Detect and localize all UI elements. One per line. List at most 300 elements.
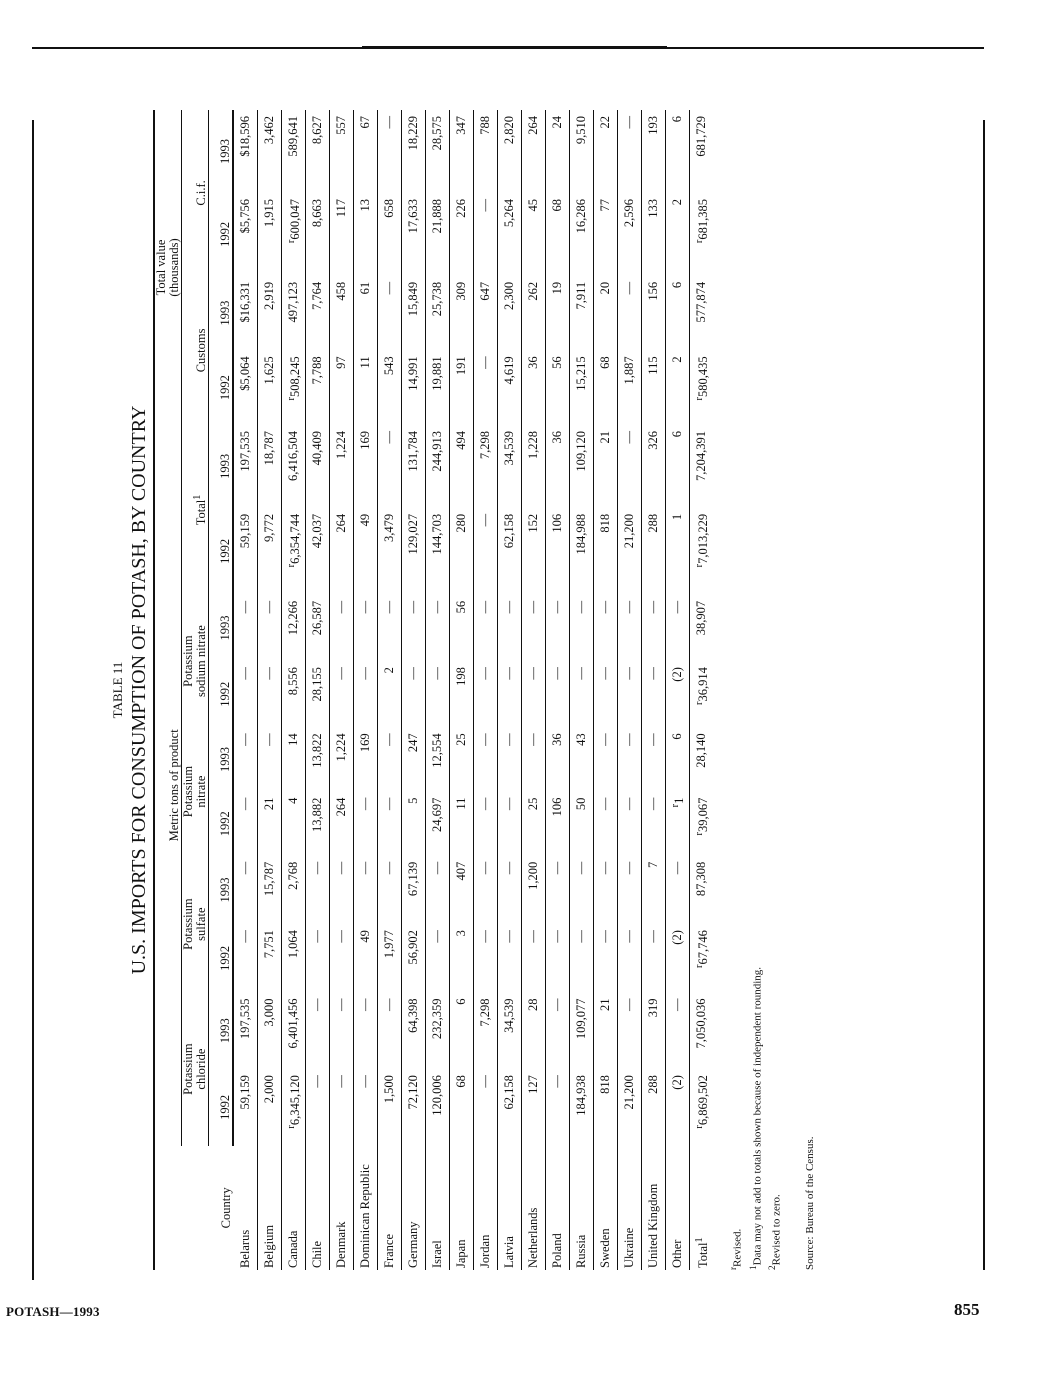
total-value-cell: 38,907 xyxy=(690,595,714,661)
value-cell: 1,228 xyxy=(522,425,546,508)
total-value-cell: $^r$681,385 xyxy=(690,193,714,276)
table-body xyxy=(233,110,713,1270)
total-value-cell: 7,204,391 xyxy=(690,425,714,508)
value-cell: 68 xyxy=(546,193,570,276)
value-cell: 1,200 xyxy=(522,856,546,924)
country-cell: Sweden xyxy=(594,1146,618,1270)
value-cell: 67 xyxy=(354,110,378,193)
value-cell: 326 xyxy=(642,425,666,508)
total-label: Total$^1$ xyxy=(690,1146,714,1270)
value-cell: 6 xyxy=(666,110,690,193)
value-cell: 133 xyxy=(642,193,666,276)
value-cell: 15,215 xyxy=(570,350,594,425)
value-cell: 97 xyxy=(330,350,354,425)
value-cell: $^r$6,345,120 xyxy=(282,1069,306,1146)
country-cell: Dominican Republic xyxy=(354,1146,378,1270)
country-cell: Canada xyxy=(282,1146,306,1270)
value-cell: — xyxy=(378,856,402,924)
sodium-nitrate-header-line1: Potassium xyxy=(181,635,195,687)
table-title: U.S. IMPORTS FOR CONSUMPTION OF POTASH, BY COUNTRY xyxy=(128,405,150,975)
total-value-cell: 577,874 xyxy=(690,276,714,351)
note-zero: $^2$Revised to zero. xyxy=(767,1194,783,1270)
value-cell: 19,881 xyxy=(426,350,450,425)
country-header: Country xyxy=(154,1146,233,1270)
value-cell: — xyxy=(618,425,642,508)
value-cell: — xyxy=(354,1069,378,1146)
left-rule xyxy=(32,120,34,1280)
value-cell: 4 xyxy=(282,792,306,856)
country-cell: Netherlands xyxy=(522,1146,546,1270)
value-cell: 16,286 xyxy=(570,193,594,276)
total-value-cell: 7,050,036 xyxy=(690,992,714,1069)
total-value-cell: $^r$7,013,229 xyxy=(690,508,714,595)
value-cell: 156 xyxy=(642,276,666,351)
value-cell: 68 xyxy=(594,350,618,425)
value-cell: — xyxy=(498,727,522,791)
value-cell: — xyxy=(402,661,426,727)
country-cell: Russia xyxy=(570,1146,594,1270)
value-cell: 589,641 xyxy=(282,110,306,193)
page-number: 855 xyxy=(954,1300,980,1319)
value-cell: — xyxy=(233,595,258,661)
value-cell: 20 xyxy=(594,276,618,351)
sulfate-header-line2: sulfate xyxy=(194,907,208,941)
year-header-1992: 1992 xyxy=(209,792,234,856)
value-cell: — xyxy=(618,992,642,1069)
value-cell: — xyxy=(618,856,642,924)
value-cell: 18,229 xyxy=(402,110,426,193)
value-cell: — xyxy=(522,924,546,992)
value-cell: 497,123 xyxy=(282,276,306,351)
value-cell: 1,625 xyxy=(258,350,282,425)
value-cell: 7,911 xyxy=(570,276,594,351)
value-cell: 62,158 xyxy=(498,508,522,595)
value-cell: 6,416,504 xyxy=(282,425,306,508)
right-rule xyxy=(983,120,985,1270)
value-cell: 59,159 xyxy=(233,1069,258,1146)
year-header-1993: 1993 xyxy=(209,425,234,508)
total-tons-header xyxy=(182,425,209,595)
value-cell: 13,822 xyxy=(306,727,330,791)
value-cell: 1,977 xyxy=(378,924,402,992)
value-cell: $^r$6,354,744 xyxy=(282,508,306,595)
value-cell: 169 xyxy=(354,425,378,508)
table-row xyxy=(258,110,282,1270)
value-cell: — xyxy=(426,924,450,992)
value-cell: 184,938 xyxy=(570,1069,594,1146)
value-cell: 5,264 xyxy=(498,193,522,276)
customs-header: Customs xyxy=(182,276,209,425)
value-cell: 56 xyxy=(450,595,474,661)
value-cell: — xyxy=(570,924,594,992)
value-cell: 2,000 xyxy=(258,1069,282,1146)
value-cell: 21,200 xyxy=(618,1069,642,1146)
value-cell: — xyxy=(498,595,522,661)
value-cell: — xyxy=(570,661,594,727)
value-cell: 247 xyxy=(402,727,426,791)
value-cell: $^r$508,245 xyxy=(282,350,306,425)
table-row xyxy=(522,110,546,1270)
value-cell: 14,991 xyxy=(402,350,426,425)
value-cell: — xyxy=(402,595,426,661)
value-cell: 8,556 xyxy=(282,661,306,727)
sodium-nitrate-header-line2: sodium nitrate xyxy=(194,625,208,698)
value-cell: 232,359 xyxy=(426,992,450,1069)
table-row xyxy=(378,110,402,1270)
top-rule-accent xyxy=(362,46,667,49)
total-value-cell: 28,140 xyxy=(690,727,714,791)
value-cell: 3,000 xyxy=(258,992,282,1069)
value-cell: 28,155 xyxy=(306,661,330,727)
value-cell: 120,006 xyxy=(426,1069,450,1146)
value-cell: — xyxy=(594,792,618,856)
value-cell: 26,587 xyxy=(306,595,330,661)
year-header-1993: 1993 xyxy=(209,727,234,791)
value-cell: — xyxy=(354,992,378,1069)
value-cell: 2,919 xyxy=(258,276,282,351)
value-cell: 21 xyxy=(258,792,282,856)
value-cell: 7,298 xyxy=(474,425,498,508)
total-tons-footnote-mark: 1 xyxy=(191,494,203,500)
table-source: Source: Bureau of the Census. xyxy=(803,1136,816,1270)
value-cell: 28,575 xyxy=(426,110,450,193)
value-cell: — xyxy=(474,727,498,791)
value-cell: — xyxy=(306,856,330,924)
table-row xyxy=(570,110,594,1270)
value-cell: — xyxy=(426,856,450,924)
sodium-nitrate-header xyxy=(182,595,209,728)
value-cell: 288 xyxy=(642,1069,666,1146)
value-cell: 25 xyxy=(522,792,546,856)
table-row xyxy=(474,110,498,1270)
value-cell: $^r$600,047 xyxy=(282,193,306,276)
value-cell: — xyxy=(666,595,690,661)
table-row xyxy=(618,110,642,1270)
value-cell: 6 xyxy=(666,276,690,351)
value-cell: — xyxy=(594,727,618,791)
country-cell: Denmark xyxy=(330,1146,354,1270)
value-cell: 6 xyxy=(450,992,474,1069)
value-cell: 3,462 xyxy=(258,110,282,193)
value-cell: — xyxy=(642,661,666,727)
value-cell: 18,787 xyxy=(258,425,282,508)
value-cell: 11 xyxy=(450,792,474,856)
table-row xyxy=(594,110,618,1270)
value-cell: — xyxy=(618,110,642,193)
value-cell: 9,772 xyxy=(258,508,282,595)
value-cell: 309 xyxy=(450,276,474,351)
value-cell: 56,902 xyxy=(402,924,426,992)
value-cell: 50 xyxy=(570,792,594,856)
value-cell: 21,200 xyxy=(618,508,642,595)
value-cell: — xyxy=(522,595,546,661)
value-cell: 15,849 xyxy=(402,276,426,351)
value-cell: 8,627 xyxy=(306,110,330,193)
value-cell: 21,888 xyxy=(426,193,450,276)
value-cell: 264 xyxy=(522,110,546,193)
value-cell: 36 xyxy=(522,350,546,425)
value-cell: 56 xyxy=(546,350,570,425)
value-cell: 19 xyxy=(546,276,570,351)
value-cell: — xyxy=(474,350,498,425)
value-cell: 106 xyxy=(546,792,570,856)
value-cell: 288 xyxy=(642,508,666,595)
value-cell: 458 xyxy=(330,276,354,351)
value-cell: 1,064 xyxy=(282,924,306,992)
value-cell: 2,820 xyxy=(498,110,522,193)
value-cell: — xyxy=(618,924,642,992)
value-cell: — xyxy=(330,1069,354,1146)
value-cell: 61 xyxy=(354,276,378,351)
value-cell: — xyxy=(474,792,498,856)
value-cell: 144,703 xyxy=(426,508,450,595)
value-cell: 1,500 xyxy=(378,1069,402,1146)
value-cell: 658 xyxy=(378,193,402,276)
total-value-line2: (thousands) xyxy=(167,238,181,297)
value-cell: 25 xyxy=(450,727,474,791)
value-cell: 45 xyxy=(522,193,546,276)
nitrate-header-line1: Potassium xyxy=(181,765,195,818)
value-cell: 1 xyxy=(666,508,690,595)
value-cell: $16,331 xyxy=(233,276,258,351)
table-row xyxy=(402,110,426,1270)
sulfate-header-line1: Potassium xyxy=(181,898,195,950)
value-cell: 15,787 xyxy=(258,856,282,924)
value-cell: — xyxy=(258,661,282,727)
country-cell: Other xyxy=(666,1146,690,1270)
value-cell: 34,539 xyxy=(498,992,522,1069)
value-cell: 557 xyxy=(330,110,354,193)
value-cell: — xyxy=(258,727,282,791)
year-header-1992: 1992 xyxy=(209,1069,234,1146)
value-cell: 42,037 xyxy=(306,508,330,595)
country-cell: Jordan xyxy=(474,1146,498,1270)
value-cell: 169 xyxy=(354,727,378,791)
value-cell: 1,224 xyxy=(330,425,354,508)
total-value-line1: Total value xyxy=(154,239,168,296)
value-cell: — xyxy=(306,924,330,992)
value-cell: 36 xyxy=(546,425,570,508)
value-cell: 262 xyxy=(522,276,546,351)
value-cell: 280 xyxy=(450,508,474,595)
country-cell: Poland xyxy=(546,1146,570,1270)
value-cell: 36 xyxy=(546,727,570,791)
chloride-header xyxy=(182,992,209,1145)
note-rounding: $^1$Data may not add to totals shown because of independent rounding. xyxy=(747,966,764,1270)
table-notes xyxy=(726,967,818,1270)
value-cell: — xyxy=(570,595,594,661)
imports-table xyxy=(153,110,713,1270)
value-cell: 109,120 xyxy=(570,425,594,508)
value-cell: 197,535 xyxy=(233,992,258,1069)
table-row xyxy=(498,110,522,1270)
value-cell: 7,764 xyxy=(306,276,330,351)
value-cell: — xyxy=(378,110,402,193)
total-row xyxy=(690,110,714,1270)
nitrate-header xyxy=(182,727,209,855)
total-value-cell: $^r$6,869,502 xyxy=(690,1069,714,1146)
value-cell: 21 xyxy=(594,425,618,508)
note-revised: $^r$Revised. xyxy=(728,1228,744,1270)
country-cell: Belarus xyxy=(233,1146,258,1270)
value-cell: 127 xyxy=(522,1069,546,1146)
sulfate-header xyxy=(182,856,209,993)
year-header-1992: 1992 xyxy=(209,193,234,276)
value-cell: — xyxy=(498,661,522,727)
value-cell: — xyxy=(233,727,258,791)
value-cell: 8,663 xyxy=(306,193,330,276)
table-row xyxy=(642,110,666,1270)
value-cell: — xyxy=(474,193,498,276)
value-cell: 21 xyxy=(594,992,618,1069)
year-header-1992: 1992 xyxy=(209,661,234,727)
value-cell: 12,266 xyxy=(282,595,306,661)
value-cell: — xyxy=(330,992,354,1069)
value-cell: 25,738 xyxy=(426,276,450,351)
value-cell: — xyxy=(378,425,402,508)
value-cell: 7,788 xyxy=(306,350,330,425)
value-cell: — xyxy=(378,992,402,1069)
value-cell: — xyxy=(233,924,258,992)
value-cell: — xyxy=(330,856,354,924)
year-header-1993: 1993 xyxy=(209,276,234,351)
value-cell: 407 xyxy=(450,856,474,924)
value-cell: 49 xyxy=(354,924,378,992)
value-cell: — xyxy=(306,1069,330,1146)
value-cell: 77 xyxy=(594,193,618,276)
value-cell: 34,539 xyxy=(498,425,522,508)
value-cell: 68 xyxy=(450,1069,474,1146)
value-cell: 319 xyxy=(642,992,666,1069)
value-cell: 2 xyxy=(666,193,690,276)
nitrate-header-line2: nitrate xyxy=(194,775,208,808)
value-cell: 49 xyxy=(354,508,378,595)
country-cell: Israel xyxy=(426,1146,450,1270)
value-cell: — xyxy=(618,727,642,791)
chloride-header-line1: Potassium xyxy=(181,1043,195,1095)
country-cell: Latvia xyxy=(498,1146,522,1270)
value-cell: 788 xyxy=(474,110,498,193)
value-cell: — xyxy=(642,924,666,992)
value-cell: 106 xyxy=(546,508,570,595)
value-cell: — xyxy=(522,727,546,791)
total-value-cell: $^r$580,435 xyxy=(690,350,714,425)
value-cell: (2) xyxy=(666,1069,690,1146)
total-value-cell: $^r$36,914 xyxy=(690,661,714,727)
value-cell: — xyxy=(378,595,402,661)
value-cell: 2,768 xyxy=(282,856,306,924)
value-cell: — xyxy=(426,661,450,727)
value-cell: — xyxy=(233,792,258,856)
table-row xyxy=(450,110,474,1270)
value-cell: $18,596 xyxy=(233,110,258,193)
value-cell: — xyxy=(546,992,570,1069)
value-cell: 152 xyxy=(522,508,546,595)
value-cell: (2) xyxy=(666,661,690,727)
country-cell: Belgium xyxy=(258,1146,282,1270)
metric-tons-header: Metric tons of product xyxy=(154,425,182,1146)
value-cell: — xyxy=(258,595,282,661)
table-row xyxy=(426,110,450,1270)
value-cell: 28 xyxy=(522,992,546,1069)
value-cell: 543 xyxy=(378,350,402,425)
value-cell: 2,596 xyxy=(618,193,642,276)
value-cell: — xyxy=(618,661,642,727)
value-cell: — xyxy=(233,856,258,924)
value-cell: — xyxy=(618,276,642,351)
value-cell: — xyxy=(474,508,498,595)
value-cell: — xyxy=(378,276,402,351)
year-header-1992: 1992 xyxy=(209,924,234,992)
value-cell: — xyxy=(498,924,522,992)
value-cell: 115 xyxy=(642,350,666,425)
value-cell: — xyxy=(546,661,570,727)
value-cell: — xyxy=(426,595,450,661)
value-cell: 72,120 xyxy=(402,1069,426,1146)
total-value-cell: 681,729 xyxy=(690,110,714,193)
total-value-header xyxy=(154,110,182,425)
value-cell: 818 xyxy=(594,508,618,595)
value-cell: 191 xyxy=(450,350,474,425)
value-cell: — xyxy=(330,595,354,661)
value-cell: 59,159 xyxy=(233,508,258,595)
value-cell: (2) xyxy=(666,924,690,992)
total-value-cell: $^r$39,067 xyxy=(690,792,714,856)
value-cell: — xyxy=(474,856,498,924)
value-cell: — xyxy=(546,1069,570,1146)
value-cell: 62,158 xyxy=(498,1069,522,1146)
value-cell: — xyxy=(233,661,258,727)
value-cell: 117 xyxy=(330,193,354,276)
value-cell: 9,510 xyxy=(570,110,594,193)
value-cell: 12,554 xyxy=(426,727,450,791)
value-cell: — xyxy=(474,595,498,661)
value-cell: 13 xyxy=(354,193,378,276)
value-cell: 5 xyxy=(402,792,426,856)
country-cell: Chile xyxy=(306,1146,330,1270)
value-cell: 7 xyxy=(642,856,666,924)
table-row xyxy=(546,110,570,1270)
value-cell: 226 xyxy=(450,193,474,276)
total-value-cell: 87,308 xyxy=(690,856,714,924)
country-cell: Germany xyxy=(402,1146,426,1270)
value-cell: — xyxy=(570,856,594,924)
value-cell: — xyxy=(666,992,690,1069)
table-row xyxy=(330,110,354,1270)
table-row xyxy=(233,110,258,1270)
value-cell: 64,398 xyxy=(402,992,426,1069)
year-header-1993: 1993 xyxy=(209,110,234,193)
chloride-header-line2: chloride xyxy=(194,1048,208,1090)
value-cell: 1,224 xyxy=(330,727,354,791)
value-cell: — xyxy=(378,792,402,856)
value-cell: 7,298 xyxy=(474,992,498,1069)
value-cell: 2,300 xyxy=(498,276,522,351)
value-cell: 198 xyxy=(450,661,474,727)
value-cell: 24 xyxy=(546,110,570,193)
value-cell: 2 xyxy=(666,350,690,425)
value-cell: — xyxy=(354,856,378,924)
value-cell: 109,077 xyxy=(570,992,594,1069)
value-cell: — xyxy=(498,856,522,924)
value-cell: — xyxy=(474,661,498,727)
rotated-table-page xyxy=(108,110,816,1270)
year-header-row xyxy=(209,110,234,1270)
table-label: TABLE 11 xyxy=(110,661,125,719)
value-cell: 131,784 xyxy=(402,425,426,508)
value-cell: 1,887 xyxy=(618,350,642,425)
table-row xyxy=(354,110,378,1270)
